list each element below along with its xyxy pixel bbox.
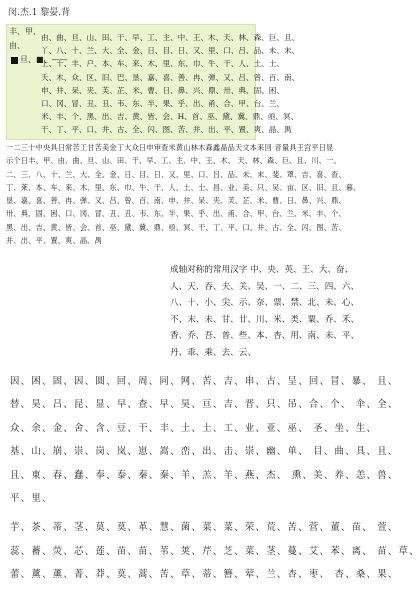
highlight-line: 米、丰、个、黑、出、吉、黄、皆、会、H、首、巫、黛、冀、鼎、亟、冥、	[41, 112, 299, 122]
highlight-left-line: 丰、甲、	[9, 27, 41, 36]
text-line: 并、出、平、置、爽、晶、禺	[6, 236, 103, 246]
text-line: 一二三十中央具日常苦工甘苦美金丁大众日申审查米黄山林木森鑫晶品天文本来回 音量具王宫平日显	[6, 143, 334, 152]
highlight-line: 口、冈、冒、丑、丑、韦、东、半、果、乎、出、甬、合、甲、台、兰、	[41, 99, 284, 109]
char-line: 蕾、薰、薰、菁、莽、莫、蒿、苦、草、蒂、簪、荤、兰、杏、枣、 杏、桑、果、	[10, 569, 399, 581]
symmetric-line: 香、乔、吾、普、些、本、杏、用、南、未、平、	[170, 331, 360, 342]
highlight-left-line-text: 旦、■、——	[20, 55, 68, 64]
highlight-right-column	[41, 31, 300, 139]
symmetric-line: 八、十、小、尖、示、奈、票、禁、北、未、心、	[170, 298, 360, 309]
symmetric-chars-block	[170, 262, 396, 358]
highlight-left-line	[9, 53, 68, 67]
symmetric-line: 丹、乖、乘、去、云、	[170, 347, 256, 358]
char-line: 基、山、崩、崇、岗、岚、崽、嵩、峦、出、击、崇、幽、单、 目、曲、具、且、	[10, 446, 399, 458]
char-line: 芋、茶、蒂、茎、莫、莫、革、慧、菌、菜、菜、荣、荒、苦、营、董、苗、 萱、	[10, 522, 399, 534]
char-line: 众、余、金、舍、含、豆、干、丰、土、土、工、业、亚、巫、 圣、坐、生、	[10, 422, 378, 434]
highlight-line: 干、丁、平、口、井、古、全、闪、图、苦、并、出、平、置、爽、晶、禺	[41, 125, 292, 135]
text-line: 卅、典、固、困、口、冈、冒、丑、丑、韦、东、半、果、乎、出、甬、合、甲、台、兰、米、丰、个、	[6, 209, 346, 219]
highlight-line: 夭、木、众、区、旧、巴、垦、嘉、喜、善、冉、弹、又、吕、曾、百、南、	[41, 72, 300, 82]
highlighted-char-block	[6, 24, 300, 140]
text-line: 二、三、八、十、兰、大、全、金、日、目、日、又、里、口、吕、品、未、末、斐、罩、吉、喜、查、	[6, 169, 346, 179]
symmetric-line: 不、末、未、甘、廿、川、米、类、粟、乔、禾、	[170, 314, 360, 325]
char-line: 且、東、春、蠢、奉、泰、秦、秦、羊、羔、羊、燕、杰、 熏、美、养、恙、兽、	[10, 469, 399, 481]
small-text-paragraph	[6, 141, 396, 248]
large-char-list	[10, 370, 420, 606]
highlight-line: 申、井、呆、夹、芙、芷、米、曹、日、鼻、兴、鼎、卅、典、固、困、	[41, 85, 284, 95]
text-line: 丁、莱、本、车、来、木、里、东、巾、牛、干、人、土、士、昌、业、美、只、吴、亩、区、旧、且、暮、	[6, 182, 361, 192]
highlight-left-column	[9, 25, 68, 139]
symmetric-line: 成轴对称的常用汉字 中、央、英、王、大、奋、	[170, 265, 354, 275]
square-mark-icon	[11, 57, 18, 64]
symmetric-line: 人、天、吞、夫、关、吴、一、二、三、四、六、	[170, 281, 360, 292]
text-line: 黑、出、吉、黄、皆、会、首、巫、黛、冀、鼎、亟、冥、干、丁、平、口、井、古、全、闪、图、苦、	[6, 222, 346, 232]
text-line: 示个日丰、甲、由、曲、旦、山、田、干、早、工、主、中、王、木、 天、林、森、巨、且、川、一、	[6, 156, 341, 166]
highlight-line: 丫、八、十、兰、大、全、金、日、目、日、又、里、口、吕、品、未、末、	[41, 46, 300, 56]
highlight-line: 上、十、丰、户、本、车、来、木、里、东、巾、牛、干、人、土、士、	[41, 59, 284, 69]
highlight-line: 由、曲、旦、山、田、干、早、工、主、中、王、木、天、林、森、巨、且、	[41, 33, 300, 42]
char-line: 平、里、	[10, 493, 53, 505]
text-line: 垦、嘉、喜、善、冉、弹、又、吕、曾、百、南、申、井、呆、夹、芙、芷、米、曹、日、鼻、兴、鼎、	[6, 196, 346, 206]
char-line: 蕊、蓄、荧、芯、莲、苗、苗、苇、荚、芹、芝、菜、茎、蔓、艾、苯、离、 苗、草、	[10, 545, 420, 557]
page-header: 闵.杰.1 黎晏.背	[8, 8, 71, 18]
highlight-left-line: 由、	[9, 41, 25, 50]
char-line: 替、昊、吕、昆、显、早、查、早、昊、亘、吉、晋、只、吊、合、个、 伞、全、	[10, 399, 399, 411]
char-line: 因、困、固、因、圆、回、周、同、网、苦、吉、串、古、呈、回、冒、暴、 且、	[10, 376, 399, 387]
